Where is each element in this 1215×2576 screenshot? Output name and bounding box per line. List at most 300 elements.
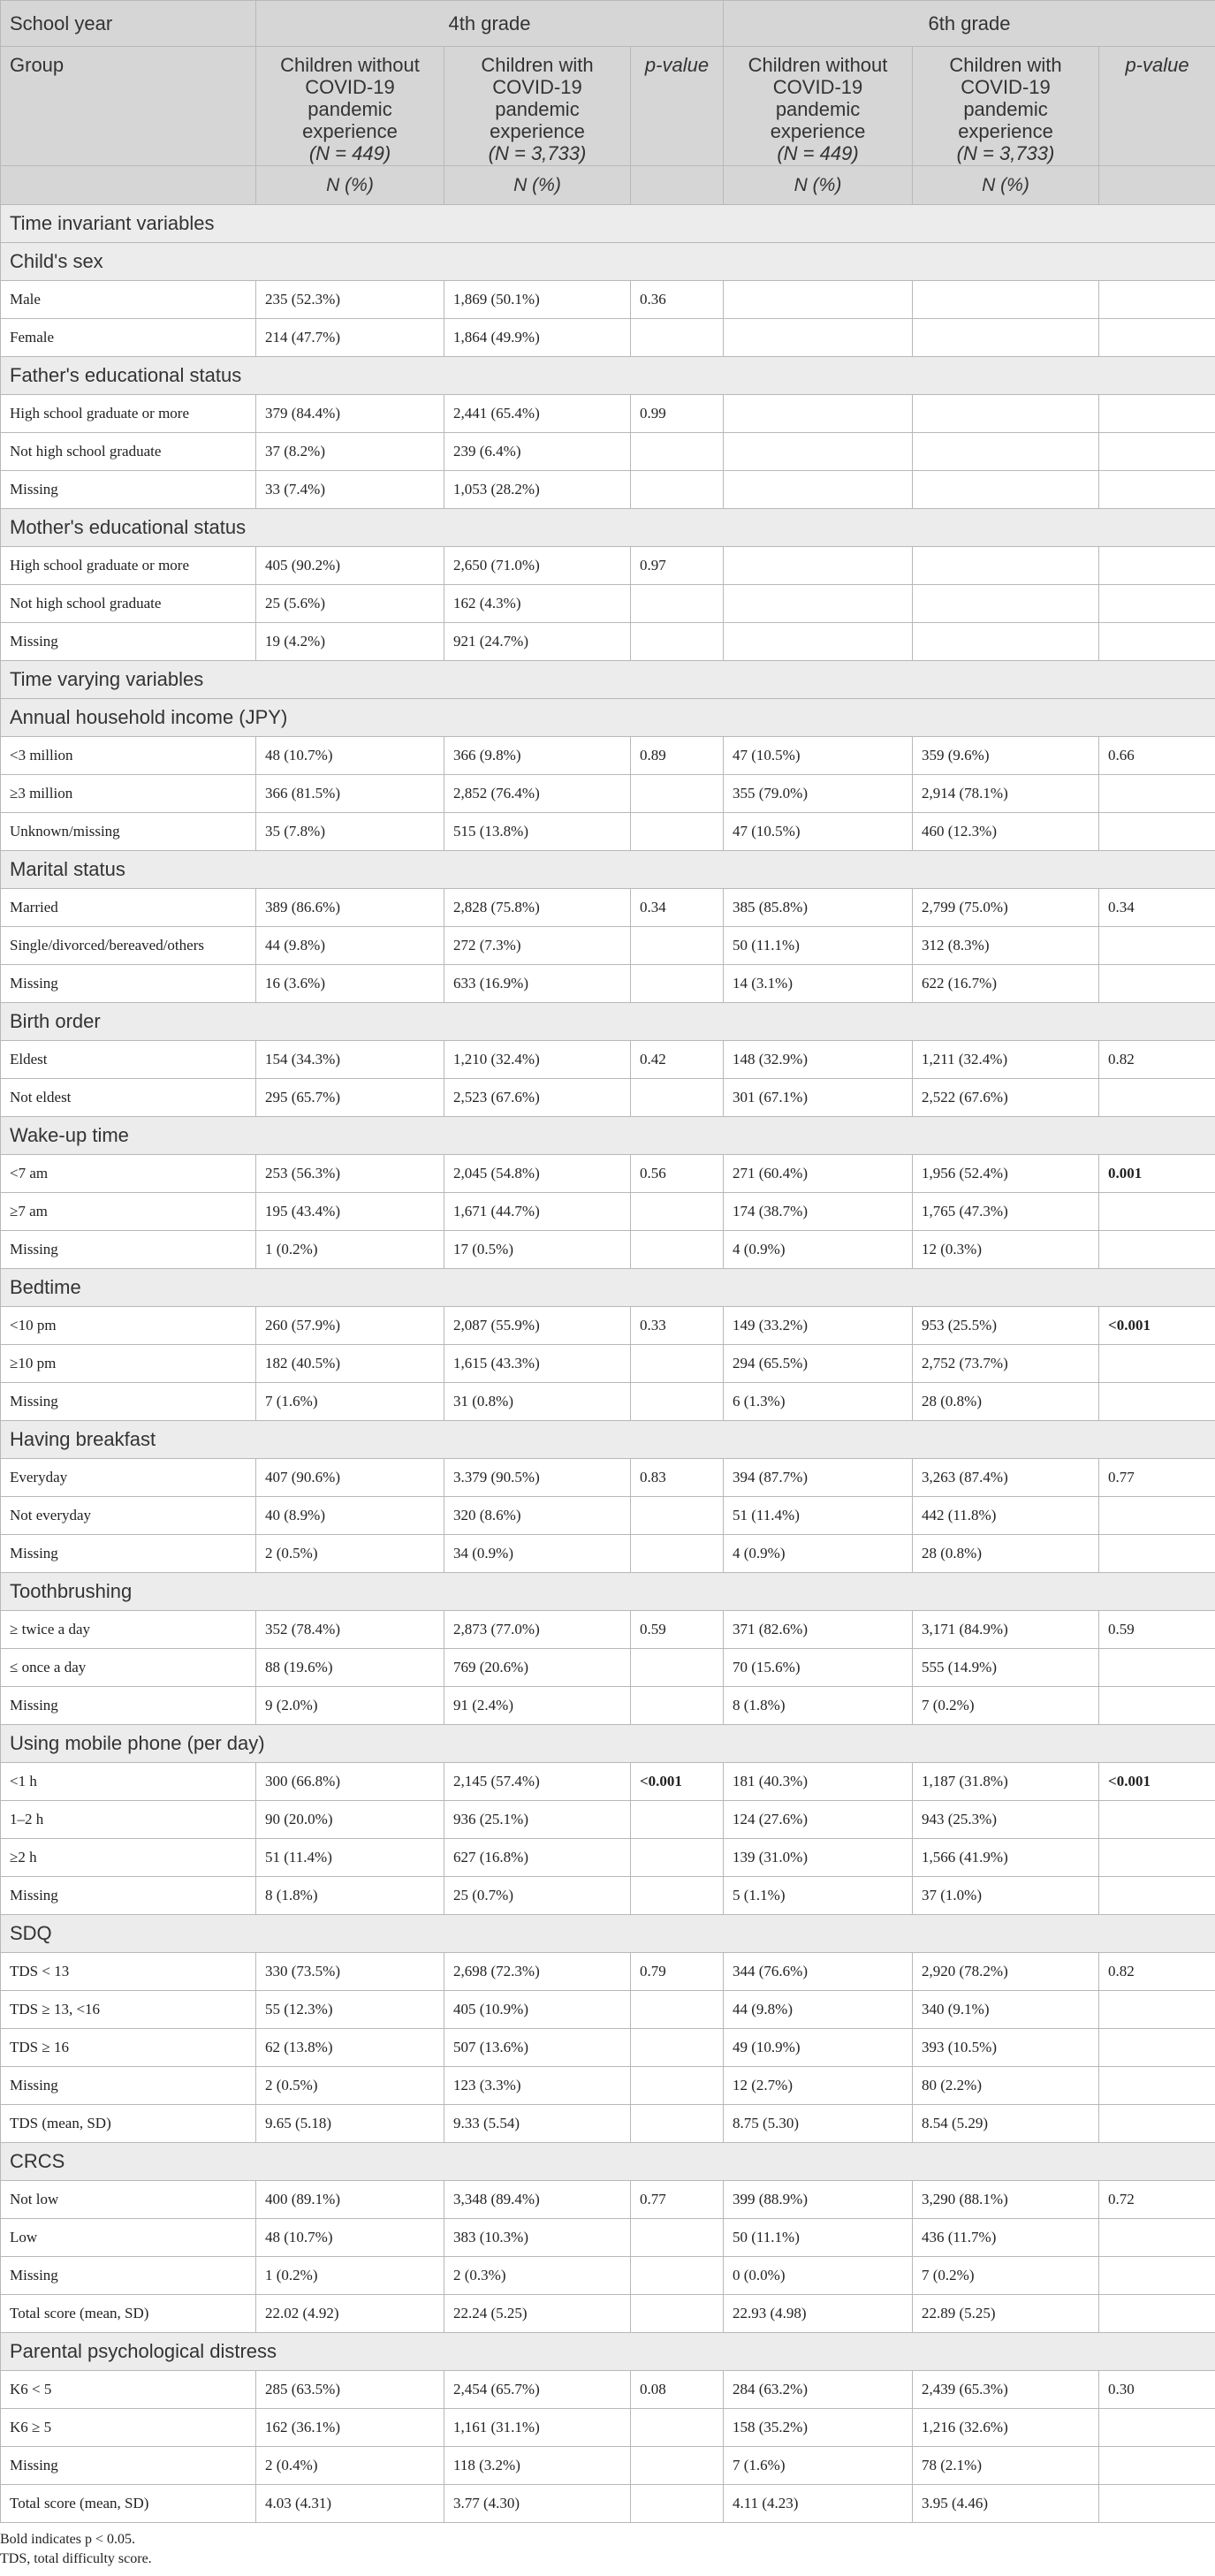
- cell-g6-p: [1099, 585, 1215, 623]
- cell-g6-without: 399 (88.9%): [724, 2181, 913, 2219]
- cell-g4-without: 9 (2.0%): [256, 1687, 444, 1725]
- table-row: [1, 471, 1215, 509]
- row-label: Female: [1, 319, 256, 357]
- table-row: [1, 319, 1215, 357]
- g6-with-units: N (%): [913, 166, 1099, 205]
- table-row: [1, 395, 1215, 433]
- cell-g4-with: 2,828 (75.8%): [444, 889, 631, 927]
- g4-with-n: (N = 3,733): [488, 142, 587, 164]
- cell-g4-without: 37 (8.2%): [256, 433, 444, 471]
- row-label: TDS (mean, SD): [1, 2105, 256, 2143]
- g4-p-units: [631, 166, 724, 205]
- section-row: [1, 1573, 1215, 1611]
- cell-g4-p: 0.77: [631, 2181, 724, 2219]
- cell-g4-with: 515 (13.8%): [444, 813, 631, 851]
- cell-g4-without: 1 (0.2%): [256, 2257, 444, 2295]
- cell-g4-without: 88 (19.6%): [256, 1649, 444, 1687]
- cell-g4-p: [631, 2105, 724, 2143]
- cell-g4-without: 35 (7.8%): [256, 813, 444, 851]
- table-row: [1, 2409, 1215, 2447]
- cell-g4-without: 2 (0.5%): [256, 1535, 444, 1573]
- cell-g4-without: 400 (89.1%): [256, 2181, 444, 2219]
- cell-g4-without: 162 (36.1%): [256, 2409, 444, 2447]
- table-row: [1, 1535, 1215, 1573]
- row-label: Missing: [1, 1877, 256, 1915]
- cell-g6-with: [913, 395, 1099, 433]
- cell-g4-with: 627 (16.8%): [444, 1839, 631, 1877]
- cell-g4-without: 260 (57.9%): [256, 1307, 444, 1345]
- cell-g4-p: [631, 585, 724, 623]
- cell-g6-with: 3.95 (4.46): [913, 2485, 1099, 2523]
- row-label: Missing: [1, 2067, 256, 2105]
- cell-g6-without: 49 (10.9%): [724, 2029, 913, 2067]
- row-label: Total score (mean, SD): [1, 2485, 256, 2523]
- cell-g4-p: [631, 433, 724, 471]
- cell-g4-with: 2,698 (72.3%): [444, 1953, 631, 1991]
- row-label: Missing: [1, 965, 256, 1003]
- units-blank: [1, 166, 256, 205]
- row-label: <10 pm: [1, 1307, 256, 1345]
- row-label: TDS ≥ 13, <16: [1, 1991, 256, 2029]
- cell-g6-p: [1099, 281, 1215, 319]
- cell-g6-with: 7 (0.2%): [913, 2257, 1099, 2295]
- cell-g4-without: 40 (8.9%): [256, 1497, 444, 1535]
- cell-g6-p: [1099, 547, 1215, 585]
- table-row: [1, 1193, 1215, 1231]
- g6-without-header: [724, 47, 913, 166]
- cell-g4-p: [631, 927, 724, 965]
- cell-g4-with: 383 (10.3%): [444, 2219, 631, 2257]
- cell-g4-with: 1,615 (43.3%): [444, 1345, 631, 1383]
- section-label: Wake-up time: [1, 1117, 1215, 1155]
- table-row: [1, 889, 1215, 927]
- row-label: 1–2 h: [1, 1801, 256, 1839]
- cell-g4-p: [631, 2067, 724, 2105]
- cell-g6-with: 393 (10.5%): [913, 2029, 1099, 2067]
- cell-g6-without: 50 (11.1%): [724, 2219, 913, 2257]
- cell-g4-with: 769 (20.6%): [444, 1649, 631, 1687]
- table-row: [1, 585, 1215, 623]
- table-row: [1, 2485, 1215, 2523]
- cell-g6-with: 943 (25.3%): [913, 1801, 1099, 1839]
- cell-g6-with: 436 (11.7%): [913, 2219, 1099, 2257]
- section-label: Father's educational status: [1, 357, 1215, 395]
- table-row: [1, 2447, 1215, 2485]
- table-row: [1, 281, 1215, 319]
- cell-g4-with: 25 (0.7%): [444, 1877, 631, 1915]
- table-row: [1, 1459, 1215, 1497]
- table-row: [1, 2257, 1215, 2295]
- table-row: [1, 1231, 1215, 1269]
- cell-g6-with: 80 (2.2%): [913, 2067, 1099, 2105]
- cell-g4-p: [631, 1839, 724, 1877]
- table-footnotes: [0, 2523, 1215, 2569]
- table-row: [1, 2219, 1215, 2257]
- cell-g4-p: [631, 1231, 724, 1269]
- row-label: Missing: [1, 2447, 256, 2485]
- cell-g4-without: 48 (10.7%): [256, 737, 444, 775]
- cell-g4-p: [631, 319, 724, 357]
- section-label: Time invariant variables: [1, 205, 1215, 243]
- table-row: [1, 547, 1215, 585]
- cell-g4-p: [631, 1649, 724, 1687]
- row-label: Missing: [1, 1383, 256, 1421]
- cell-g6-without: 4 (0.9%): [724, 1231, 913, 1269]
- section-row: [1, 357, 1215, 395]
- section-label: Marital status: [1, 851, 1215, 889]
- row-label: TDS < 13: [1, 1953, 256, 1991]
- cell-g4-with: 34 (0.9%): [444, 1535, 631, 1573]
- cell-g4-with: 405 (10.9%): [444, 1991, 631, 2029]
- cell-g4-p: [631, 813, 724, 851]
- cell-g4-with: 123 (3.3%): [444, 2067, 631, 2105]
- cell-g4-p: [631, 1535, 724, 1573]
- section-label: Mother's educational status: [1, 509, 1215, 547]
- cell-g6-without: 5 (1.1%): [724, 1877, 913, 1915]
- cell-g4-p: 0.34: [631, 889, 724, 927]
- cell-g6-without: 12 (2.7%): [724, 2067, 913, 2105]
- cell-g6-p: [1099, 2447, 1215, 2485]
- row-label: Missing: [1, 1231, 256, 1269]
- section-label: Bedtime: [1, 1269, 1215, 1307]
- cell-g4-without: 214 (47.7%): [256, 319, 444, 357]
- cell-g4-without: 9.65 (5.18): [256, 2105, 444, 2143]
- g6-with-header: [913, 47, 1099, 166]
- table-row: [1, 1763, 1215, 1801]
- table-row: [1, 2029, 1215, 2067]
- cell-g4-p: [631, 2295, 724, 2333]
- cell-g6-without: 139 (31.0%): [724, 1839, 913, 1877]
- cell-g6-with: 2,914 (78.1%): [913, 775, 1099, 813]
- cell-g6-with: 3,263 (87.4%): [913, 1459, 1099, 1497]
- cell-g6-p: [1099, 775, 1215, 813]
- cell-g4-without: 295 (65.7%): [256, 1079, 444, 1117]
- cell-g6-without: 22.93 (4.98): [724, 2295, 913, 2333]
- cell-g4-without: 25 (5.6%): [256, 585, 444, 623]
- cell-g4-p: <0.001: [631, 1763, 724, 1801]
- cell-g6-p: [1099, 1801, 1215, 1839]
- cell-g6-p: <0.001: [1099, 1763, 1215, 1801]
- cell-g6-without: 148 (32.9%): [724, 1041, 913, 1079]
- cell-g6-with: 3,171 (84.9%): [913, 1611, 1099, 1649]
- cell-g6-with: 1,187 (31.8%): [913, 1763, 1099, 1801]
- row-label: K6 ≥ 5: [1, 2409, 256, 2447]
- table-row: [1, 813, 1215, 851]
- cell-g6-p: [1099, 471, 1215, 509]
- cell-g6-p: [1099, 1345, 1215, 1383]
- group-label: Group: [1, 47, 256, 166]
- table-body: [1, 205, 1215, 2523]
- cell-g6-with: 442 (11.8%): [913, 1497, 1099, 1535]
- cell-g6-without: [724, 395, 913, 433]
- cell-g6-without: 385 (85.8%): [724, 889, 913, 927]
- g4-without-units: N (%): [256, 166, 444, 205]
- table-row: [1, 1345, 1215, 1383]
- section-row: [1, 2143, 1215, 2181]
- cell-g4-with: 2,852 (76.4%): [444, 775, 631, 813]
- cell-g6-without: [724, 585, 913, 623]
- section-label: SDQ: [1, 1915, 1215, 1953]
- table-row: [1, 1383, 1215, 1421]
- cell-g6-p: [1099, 1991, 1215, 2029]
- cell-g6-without: 149 (33.2%): [724, 1307, 913, 1345]
- cell-g4-with: 22.24 (5.25): [444, 2295, 631, 2333]
- cell-g4-with: 633 (16.9%): [444, 965, 631, 1003]
- cell-g4-p: 0.33: [631, 1307, 724, 1345]
- cell-g6-p: [1099, 1839, 1215, 1877]
- cell-g4-with: 3.379 (90.5%): [444, 1459, 631, 1497]
- row-label: Married: [1, 889, 256, 927]
- g4-with-units: N (%): [444, 166, 631, 205]
- row-label: K6 < 5: [1, 2371, 256, 2409]
- cell-g4-without: 16 (3.6%): [256, 965, 444, 1003]
- cell-g6-p: [1099, 1497, 1215, 1535]
- cell-g6-p: [1099, 2295, 1215, 2333]
- cell-g4-with: 2,523 (67.6%): [444, 1079, 631, 1117]
- cell-g6-with: 12 (0.3%): [913, 1231, 1099, 1269]
- table-row: [1, 1079, 1215, 1117]
- cell-g4-p: [631, 2409, 724, 2447]
- cell-g6-with: 1,956 (52.4%): [913, 1155, 1099, 1193]
- cell-g4-without: 330 (73.5%): [256, 1953, 444, 1991]
- cell-g4-with: 3.77 (4.30): [444, 2485, 631, 2523]
- cell-g4-without: 2 (0.4%): [256, 2447, 444, 2485]
- cell-g6-p: 0.66: [1099, 737, 1215, 775]
- cell-g4-with: 1,053 (28.2%): [444, 471, 631, 509]
- cell-g4-p: [631, 2447, 724, 2485]
- cell-g6-with: 28 (0.8%): [913, 1383, 1099, 1421]
- cell-g6-p: [1099, 2105, 1215, 2143]
- cell-g4-without: 253 (56.3%): [256, 1155, 444, 1193]
- table-row: [1, 927, 1215, 965]
- cell-g6-p: <0.001: [1099, 1307, 1215, 1345]
- cell-g6-with: 7 (0.2%): [913, 1687, 1099, 1725]
- cell-g6-p: [1099, 2029, 1215, 2067]
- header-row-school-year: [1, 1, 1215, 47]
- cell-g6-p: 0.30: [1099, 2371, 1215, 2409]
- cell-g6-without: [724, 623, 913, 661]
- cell-g6-without: 70 (15.6%): [724, 1649, 913, 1687]
- cell-g4-without: 379 (84.4%): [256, 395, 444, 433]
- row-label: Missing: [1, 471, 256, 509]
- cell-g4-with: 1,869 (50.1%): [444, 281, 631, 319]
- cell-g4-without: 7 (1.6%): [256, 1383, 444, 1421]
- cell-g6-with: 78 (2.1%): [913, 2447, 1099, 2485]
- section-label: Toothbrushing: [1, 1573, 1215, 1611]
- cell-g6-with: 1,765 (47.3%): [913, 1193, 1099, 1231]
- cell-g6-without: 158 (35.2%): [724, 2409, 913, 2447]
- cell-g6-p: 0.001: [1099, 1155, 1215, 1193]
- cell-g6-without: 4.11 (4.23): [724, 2485, 913, 2523]
- cell-g4-without: 62 (13.8%): [256, 2029, 444, 2067]
- cell-g6-without: 44 (9.8%): [724, 1991, 913, 2029]
- table-row: [1, 965, 1215, 1003]
- section-label: Using mobile phone (per day): [1, 1725, 1215, 1763]
- cell-g4-without: 55 (12.3%): [256, 1991, 444, 2029]
- cell-g6-p: [1099, 2067, 1215, 2105]
- section-row: [1, 1915, 1215, 1953]
- table-row: [1, 1155, 1215, 1193]
- g6-without-label: Children without COVID-19 pandemic experience: [748, 54, 888, 142]
- cell-g6-without: 8 (1.8%): [724, 1687, 913, 1725]
- cell-g4-with: 272 (7.3%): [444, 927, 631, 965]
- cell-g6-with: 460 (12.3%): [913, 813, 1099, 851]
- cell-g4-with: 118 (3.2%): [444, 2447, 631, 2485]
- cell-g4-without: 407 (90.6%): [256, 1459, 444, 1497]
- cell-g6-with: 1,566 (41.9%): [913, 1839, 1099, 1877]
- section-label: Time varying variables: [1, 661, 1215, 699]
- table-row: [1, 2067, 1215, 2105]
- section-label: Parental psychological distress: [1, 2333, 1215, 2371]
- cell-g6-p: [1099, 1193, 1215, 1231]
- table-row: [1, 775, 1215, 813]
- cell-g6-p: 0.59: [1099, 1611, 1215, 1649]
- cell-g4-with: 2,087 (55.9%): [444, 1307, 631, 1345]
- cell-g6-without: 47 (10.5%): [724, 813, 913, 851]
- table-row: [1, 623, 1215, 661]
- table-row: [1, 1839, 1215, 1877]
- cell-g6-p: [1099, 433, 1215, 471]
- row-label: TDS ≥ 16: [1, 2029, 256, 2067]
- cell-g6-without: 271 (60.4%): [724, 1155, 913, 1193]
- cell-g4-without: 8 (1.8%): [256, 1877, 444, 1915]
- section-label: Annual household income (JPY): [1, 699, 1215, 737]
- g6-with-label: Children with COVID-19 pandemic experience: [949, 54, 1062, 142]
- cell-g4-p: [631, 1877, 724, 1915]
- cell-g6-without: [724, 433, 913, 471]
- g4-pvalue-header: p-value: [631, 47, 724, 166]
- cell-g4-without: 48 (10.7%): [256, 2219, 444, 2257]
- g4-without-header: [256, 47, 444, 166]
- cell-g6-without: 284 (63.2%): [724, 2371, 913, 2409]
- cell-g4-without: 22.02 (4.92): [256, 2295, 444, 2333]
- cell-g6-without: 174 (38.7%): [724, 1193, 913, 1231]
- cell-g6-p: [1099, 319, 1215, 357]
- school-year-label: School year: [1, 1, 256, 47]
- cell-g6-without: 0 (0.0%): [724, 2257, 913, 2295]
- cell-g4-without: 366 (81.5%): [256, 775, 444, 813]
- row-label: <3 million: [1, 737, 256, 775]
- cell-g6-p: 0.72: [1099, 2181, 1215, 2219]
- cell-g6-with: [913, 471, 1099, 509]
- cell-g4-without: 300 (66.8%): [256, 1763, 444, 1801]
- cell-g6-without: 14 (3.1%): [724, 965, 913, 1003]
- row-label: Low: [1, 2219, 256, 2257]
- section-row: [1, 1725, 1215, 1763]
- g4-without-n: (N = 449): [308, 142, 391, 164]
- cell-g4-p: [631, 2219, 724, 2257]
- table-row: [1, 433, 1215, 471]
- footnote-tds: TDS, total difficulty score.: [0, 2551, 152, 2566]
- header-row-units: [1, 166, 1215, 205]
- cell-g6-without: [724, 471, 913, 509]
- row-label: Not everyday: [1, 1497, 256, 1535]
- cell-g4-without: 154 (34.3%): [256, 1041, 444, 1079]
- row-label: ≥7 am: [1, 1193, 256, 1231]
- cell-g6-with: 622 (16.7%): [913, 965, 1099, 1003]
- cell-g6-with: 555 (14.9%): [913, 1649, 1099, 1687]
- cell-g4-p: [631, 1383, 724, 1421]
- cell-g4-p: [631, 1193, 724, 1231]
- cell-g4-without: 90 (20.0%): [256, 1801, 444, 1839]
- cell-g4-with: 239 (6.4%): [444, 433, 631, 471]
- cell-g4-with: 2 (0.3%): [444, 2257, 631, 2295]
- cell-g4-with: 2,441 (65.4%): [444, 395, 631, 433]
- cell-g4-p: [631, 2485, 724, 2523]
- cell-g4-with: 1,864 (49.9%): [444, 319, 631, 357]
- cell-g4-p: [631, 1801, 724, 1839]
- cell-g4-with: 17 (0.5%): [444, 1231, 631, 1269]
- row-label: Not eldest: [1, 1079, 256, 1117]
- row-label: Single/divorced/bereaved/others: [1, 927, 256, 965]
- cell-g6-with: 312 (8.3%): [913, 927, 1099, 965]
- cell-g6-with: [913, 319, 1099, 357]
- section-row: [1, 205, 1215, 243]
- cell-g6-without: 181 (40.3%): [724, 1763, 913, 1801]
- table-row: [1, 2371, 1215, 2409]
- cell-g6-p: [1099, 2219, 1215, 2257]
- cell-g4-p: 0.89: [631, 737, 724, 775]
- cell-g4-without: 285 (63.5%): [256, 2371, 444, 2409]
- cell-g6-p: [1099, 965, 1215, 1003]
- cell-g6-without: 294 (65.5%): [724, 1345, 913, 1383]
- cell-g4-p: 0.59: [631, 1611, 724, 1649]
- row-label: Not high school graduate: [1, 585, 256, 623]
- cell-g6-with: 8.54 (5.29): [913, 2105, 1099, 2143]
- cell-g6-without: 7 (1.6%): [724, 2447, 913, 2485]
- section-label: Having breakfast: [1, 1421, 1215, 1459]
- cell-g6-without: [724, 547, 913, 585]
- cell-g6-p: 0.34: [1099, 889, 1215, 927]
- cell-g6-with: [913, 547, 1099, 585]
- cell-g6-without: 371 (82.6%): [724, 1611, 913, 1649]
- row-label: Not low: [1, 2181, 256, 2219]
- footnote-bold: Bold indicates p < 0.05.: [0, 2532, 136, 2547]
- cell-g6-p: [1099, 813, 1215, 851]
- cell-g6-without: 6 (1.3%): [724, 1383, 913, 1421]
- section-label: Child's sex: [1, 243, 1215, 281]
- cell-g4-with: 2,873 (77.0%): [444, 1611, 631, 1649]
- cell-g6-p: [1099, 1383, 1215, 1421]
- g6-pvalue-header: p-value: [1099, 47, 1215, 166]
- cell-g6-without: 8.75 (5.30): [724, 2105, 913, 2143]
- cell-g6-with: 2,799 (75.0%): [913, 889, 1099, 927]
- row-label: Total score (mean, SD): [1, 2295, 256, 2333]
- cell-g6-p: [1099, 1687, 1215, 1725]
- table-row: [1, 1801, 1215, 1839]
- cell-g6-with: 2,439 (65.3%): [913, 2371, 1099, 2409]
- cell-g6-with: [913, 433, 1099, 471]
- cell-g4-without: 182 (40.5%): [256, 1345, 444, 1383]
- cell-g4-with: 31 (0.8%): [444, 1383, 631, 1421]
- cell-g4-p: [631, 1687, 724, 1725]
- section-row: [1, 1269, 1215, 1307]
- table-row: [1, 1877, 1215, 1915]
- cell-g6-without: 51 (11.4%): [724, 1497, 913, 1535]
- cell-g4-with: 2,650 (71.0%): [444, 547, 631, 585]
- cell-g6-without: 344 (76.6%): [724, 1953, 913, 1991]
- cell-g6-with: [913, 585, 1099, 623]
- section-row: [1, 243, 1215, 281]
- row-label: ≥2 h: [1, 1839, 256, 1877]
- cell-g4-with: 366 (9.8%): [444, 737, 631, 775]
- cell-g4-without: 195 (43.4%): [256, 1193, 444, 1231]
- cell-g6-with: 359 (9.6%): [913, 737, 1099, 775]
- cell-g6-p: [1099, 1079, 1215, 1117]
- cell-g4-with: 507 (13.6%): [444, 2029, 631, 2067]
- table-row: [1, 1649, 1215, 1687]
- cell-g4-p: 0.83: [631, 1459, 724, 1497]
